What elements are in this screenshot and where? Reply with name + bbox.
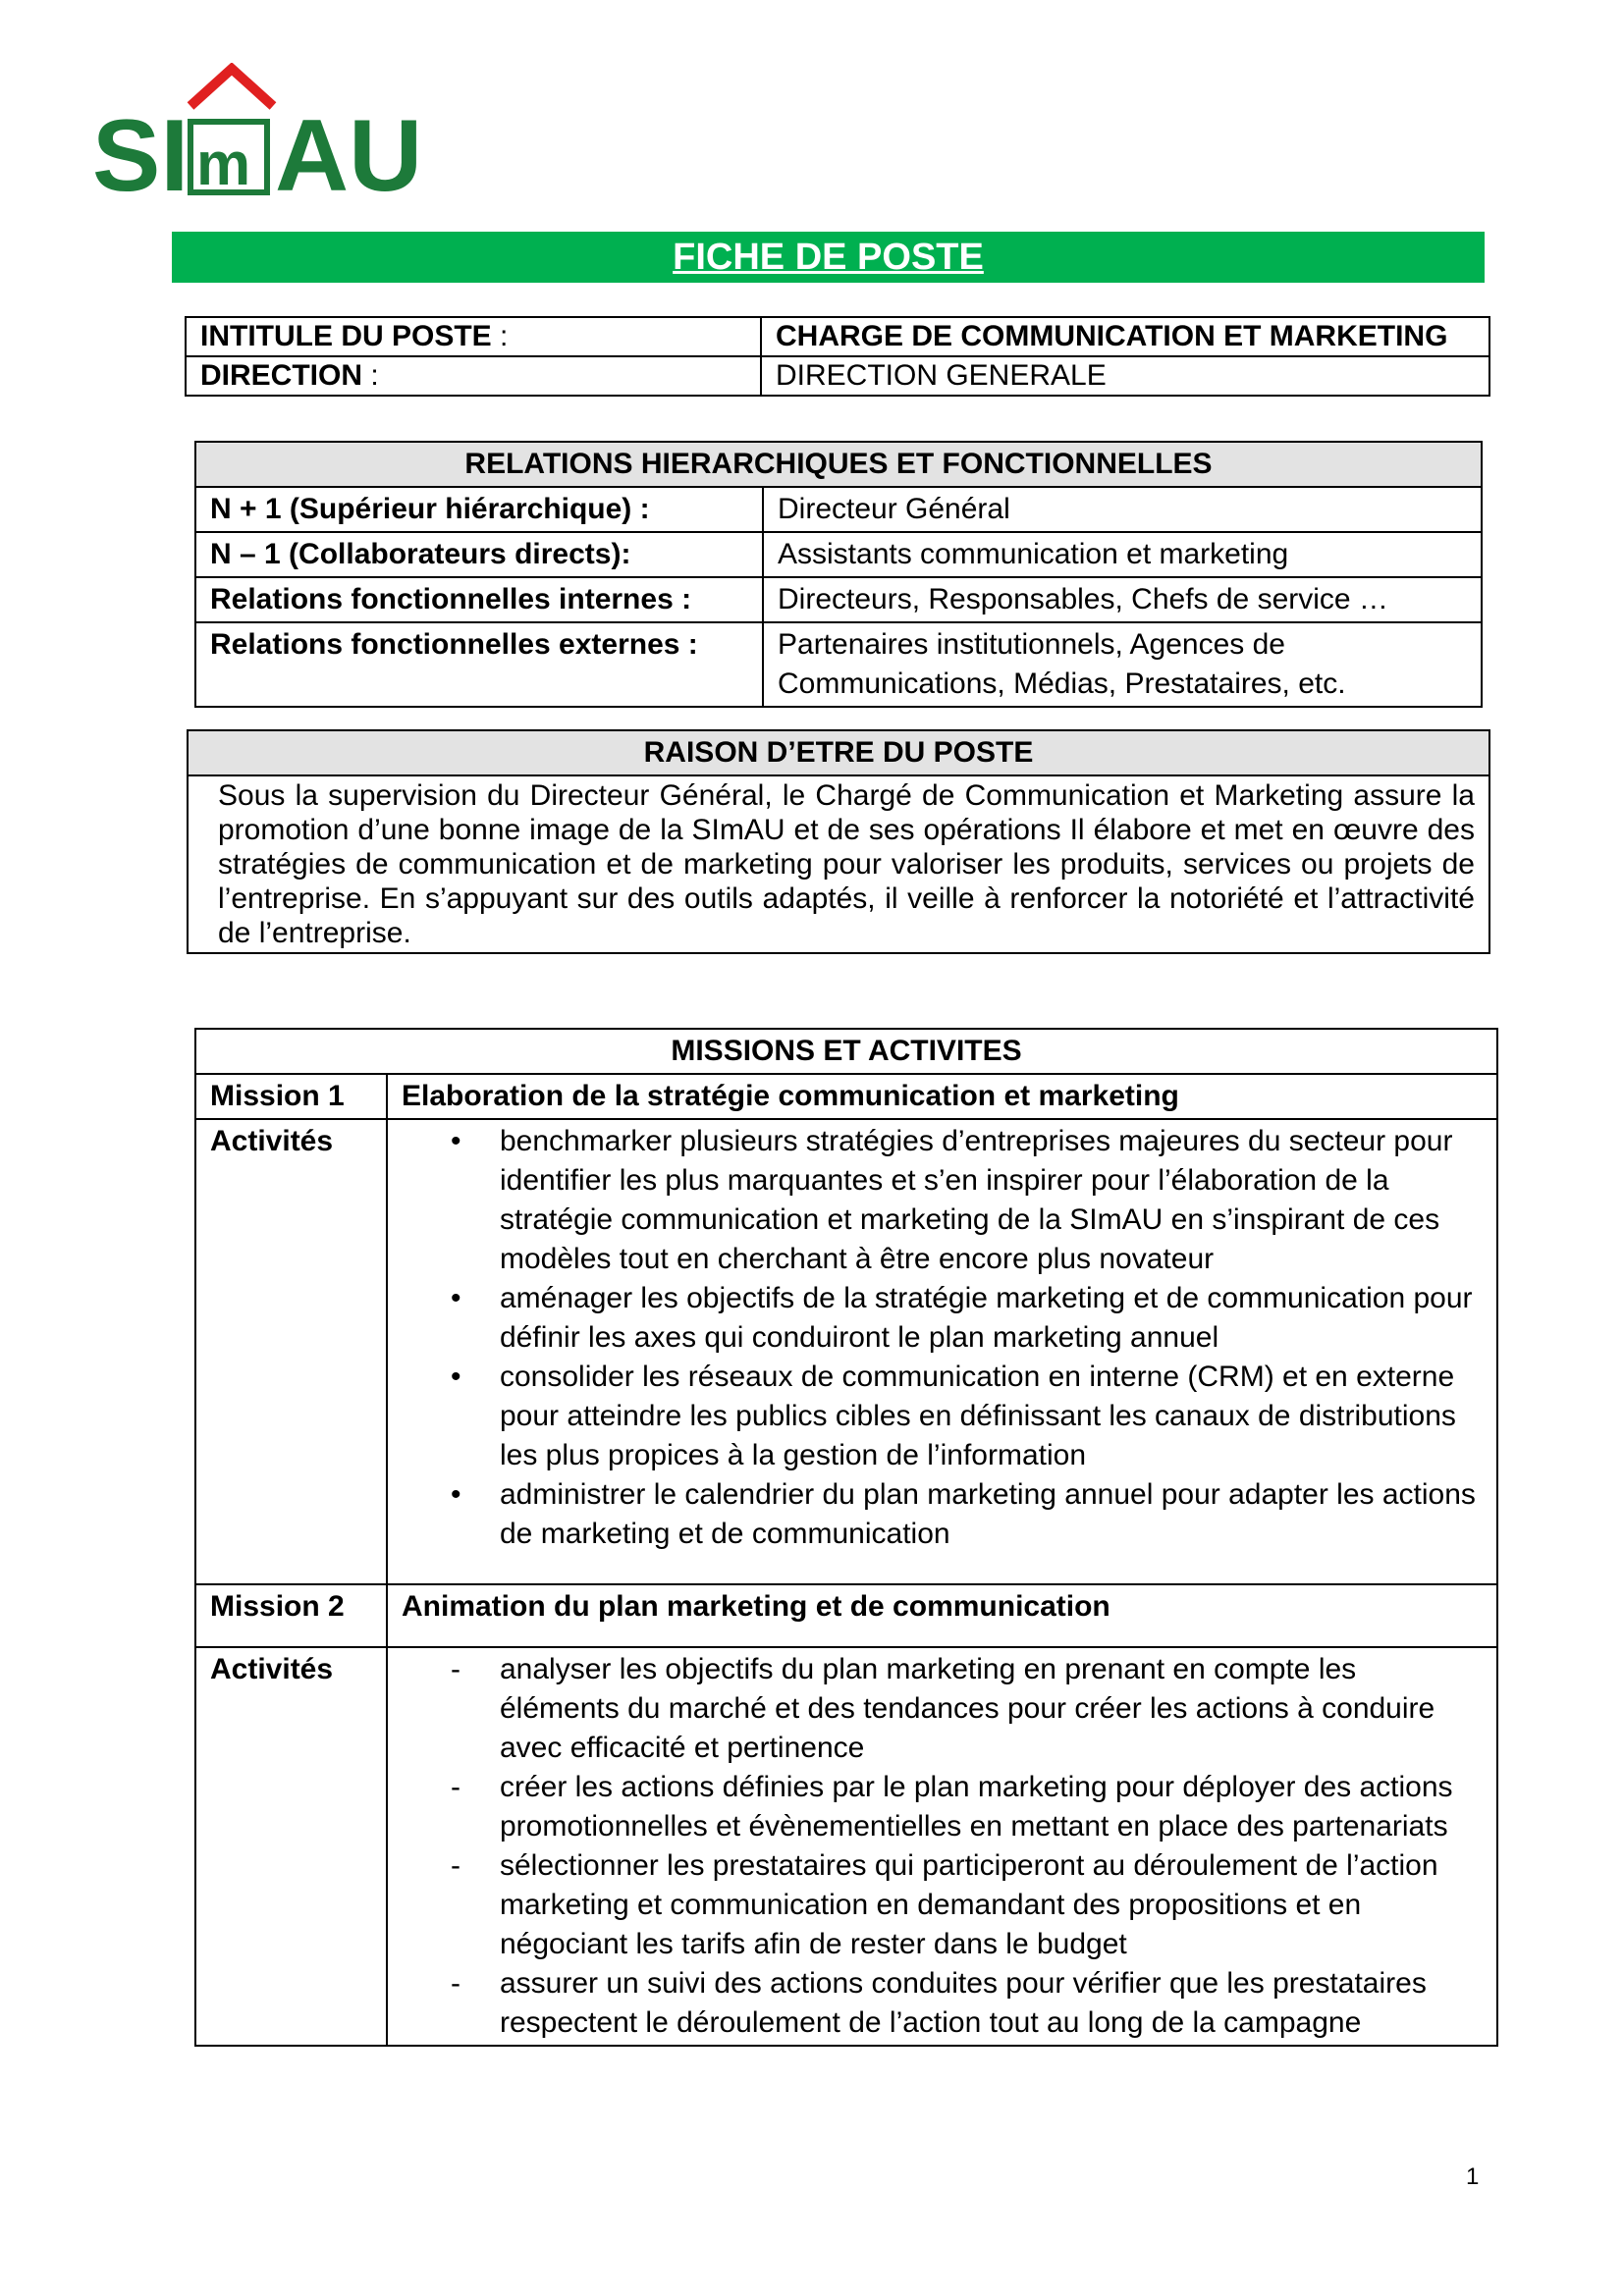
relations-header: RELATIONS HIERARCHIQUES ET FONCTIONNELLES xyxy=(195,442,1482,487)
activites-label: Activités xyxy=(195,1647,387,2046)
page-title: FICHE DE POSTE xyxy=(673,237,984,278)
svg-text:SI: SI xyxy=(92,99,189,200)
intitule-label: INTITULE DU POSTE xyxy=(200,320,492,352)
list-item xyxy=(402,1475,1483,1554)
activity-text: créer les actions définies par le plan marketing pour déployer des actions promotionnelles et évènementielles en mettant en place des partenariats xyxy=(500,1771,1453,1842)
table-row xyxy=(195,487,1482,532)
relation-value: Directeur Général xyxy=(763,487,1482,532)
relation-label: N + 1 (Supérieur hiérarchique) : xyxy=(195,487,763,532)
list-item xyxy=(402,1650,1483,1768)
missions-table xyxy=(194,1028,1498,2047)
mission-title: Animation du plan marketing et de communication xyxy=(387,1584,1497,1647)
company-logo xyxy=(92,63,446,200)
direction-value: DIRECTION GENERALE xyxy=(761,356,1489,396)
table-row xyxy=(186,356,1489,396)
bullet-icon: • xyxy=(451,1478,461,1511)
bullet-icon: • xyxy=(451,1125,461,1157)
list-item xyxy=(402,1358,1483,1475)
mission-label: Mission 2 xyxy=(195,1584,387,1647)
activity-text: consolider les réseaux de communication en interne (CRM) et en externe pour atteindre les publics cibles en définissant les canaux de distributions les plus propices à la gestion de l’information xyxy=(500,1361,1456,1471)
list-item xyxy=(402,1768,1483,1846)
activites-label: Activités xyxy=(195,1119,387,1584)
activities-list xyxy=(402,1650,1483,2043)
separator: : xyxy=(491,320,509,352)
list-item xyxy=(402,1846,1483,1964)
intitule-label-cell xyxy=(186,317,761,356)
table-row xyxy=(188,775,1489,953)
table-header-row xyxy=(188,730,1489,775)
activities-cell xyxy=(387,1647,1497,2046)
list-item xyxy=(402,1122,1483,1279)
list-item xyxy=(402,1279,1483,1358)
dash-icon: - xyxy=(451,1653,460,1685)
activity-text: aménager les objectifs de la stratégie marketing et de communication pour définir les axes qui conduiront le plan marketing annuel xyxy=(500,1282,1473,1354)
table-row xyxy=(195,1584,1497,1647)
dash-icon: - xyxy=(451,1849,460,1882)
dash-icon: - xyxy=(451,1771,460,1803)
list-item xyxy=(402,1964,1483,2043)
table-row xyxy=(195,1119,1497,1584)
relation-label: N – 1 (Collaborateurs directs): xyxy=(195,532,763,577)
relation-label: Relations fonctionnelles externes : xyxy=(195,622,763,707)
direction-label: DIRECTION xyxy=(200,359,362,392)
dash-icon: - xyxy=(451,1967,460,2000)
table-row xyxy=(195,532,1482,577)
page-number: 1 xyxy=(1466,2163,1480,2190)
activity-text: benchmarker plusieurs stratégies d’entreprises majeures du secteur pour identifier les plus marquantes et s’en inspirer pour l’élaboration de la stratégie communication et marketing de la SImAU en s’inspirant de ces modèles tout en cherchant à être encore plus novateur xyxy=(500,1125,1453,1275)
activity-text: analyser les objectifs du plan marketing en prenant en compte les éléments du marché et des tendances pour créer les actions à conduire avec efficacité et pertinence xyxy=(500,1653,1435,1764)
relation-value: Assistants communication et marketing xyxy=(763,532,1482,577)
separator: : xyxy=(362,359,379,392)
poste-table xyxy=(185,316,1490,397)
activity-text: sélectionner les prestataires qui participeront au déroulement de l’action marketing et communication en demandant des propositions et en négociant les tarifs afin de rester dans le budget xyxy=(500,1849,1438,1960)
svg-text:m: m xyxy=(196,131,251,198)
relation-label: Relations fonctionnelles internes : xyxy=(195,577,763,622)
table-row xyxy=(195,622,1482,707)
relation-value: Directeurs, Responsables, Chefs de service … xyxy=(763,577,1482,622)
title-banner xyxy=(172,232,1485,283)
raison-text: Sous la supervision du Directeur Général, le Chargé de Communication et Marketing assure la promotion d’une bonne image de la SImAU et de ses opérations Il élabore et met en œuvre des stratégies de communication et de marketing pour valoriser les produits, services ou projets de l’entreprise. En s’appuyant sur des outils adaptés, il veille à renforcer la notoriété et l’attractivité de l’entreprise. xyxy=(188,775,1489,953)
table-row xyxy=(195,577,1482,622)
table-header-row xyxy=(195,442,1482,487)
mission-label: Mission 1 xyxy=(195,1074,387,1119)
relations-table xyxy=(194,441,1483,708)
activity-text: assurer un suivi des actions conduites pour vérifier que les prestataires respectent le déroulement de l’action tout au long de la campagne xyxy=(500,1967,1427,2039)
logo-lettering xyxy=(92,63,446,200)
intitule-value: CHARGE DE COMMUNICATION ET MARKETING xyxy=(761,317,1489,356)
activity-text: administrer le calendrier du plan marketing annuel pour adapter les actions de marketing et de communication xyxy=(500,1478,1476,1550)
bullet-icon: • xyxy=(451,1282,461,1314)
direction-label-cell xyxy=(186,356,761,396)
relation-value: Partenaires institutionnels, Agences de Communications, Médias, Prestataires, etc. xyxy=(763,622,1482,707)
table-row xyxy=(195,1647,1497,2046)
svg-text:AU: AU xyxy=(275,99,423,200)
activities-cell xyxy=(387,1119,1497,1584)
mission-title: Elaboration de la stratégie communication et marketing xyxy=(387,1074,1497,1119)
bullet-icon: • xyxy=(451,1361,461,1393)
raison-header: RAISON D’ETRE DU POSTE xyxy=(188,730,1489,775)
table-header-row xyxy=(195,1029,1497,1074)
table-row xyxy=(195,1074,1497,1119)
table-row xyxy=(186,317,1489,356)
raison-table xyxy=(187,729,1490,954)
missions-header: MISSIONS ET ACTIVITES xyxy=(195,1029,1497,1074)
activities-list xyxy=(402,1122,1483,1554)
